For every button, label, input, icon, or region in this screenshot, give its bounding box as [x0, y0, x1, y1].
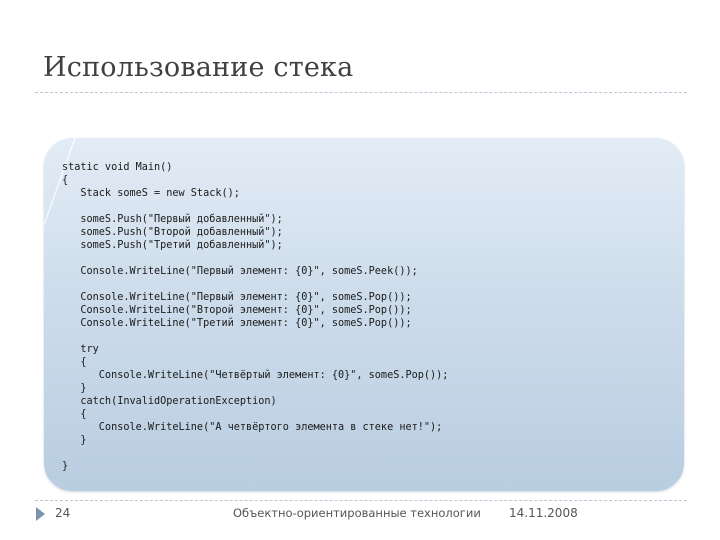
footer-course: Объектно-ориентированные технологии: [233, 506, 481, 520]
slide-title: Использование стека: [43, 52, 354, 83]
footer-divider: [35, 500, 687, 501]
slide-arrow-icon: [36, 507, 45, 521]
code-listing: static void Main() { Stack someS = new Stack(); someS.Push("Первый добавленный"); someS.Push("Второй добавленный"); someS.Push("Третий добавленный"); Console.WriteLine("Первый элемент: {0}", someS.Peek()); Console.WriteLine("Первый элемент: {0}", someS.Pop()); Console.WriteLine("Второй элемент: {0}", someS.Pop()); Console.WriteLine("Третий элемент: {0}", someS.Pop()); try { Console.WriteLine("Четвёртый элемент: {0}", someS.Pop()); } catch(InvalidOperationException) { Console.WriteLine("А четвёртого элемента в стеке нет!"); } }: [62, 162, 449, 472]
title-divider: [35, 92, 687, 93]
page-number: 24: [55, 506, 71, 520]
footer-date: 14.11.2008: [509, 506, 578, 520]
